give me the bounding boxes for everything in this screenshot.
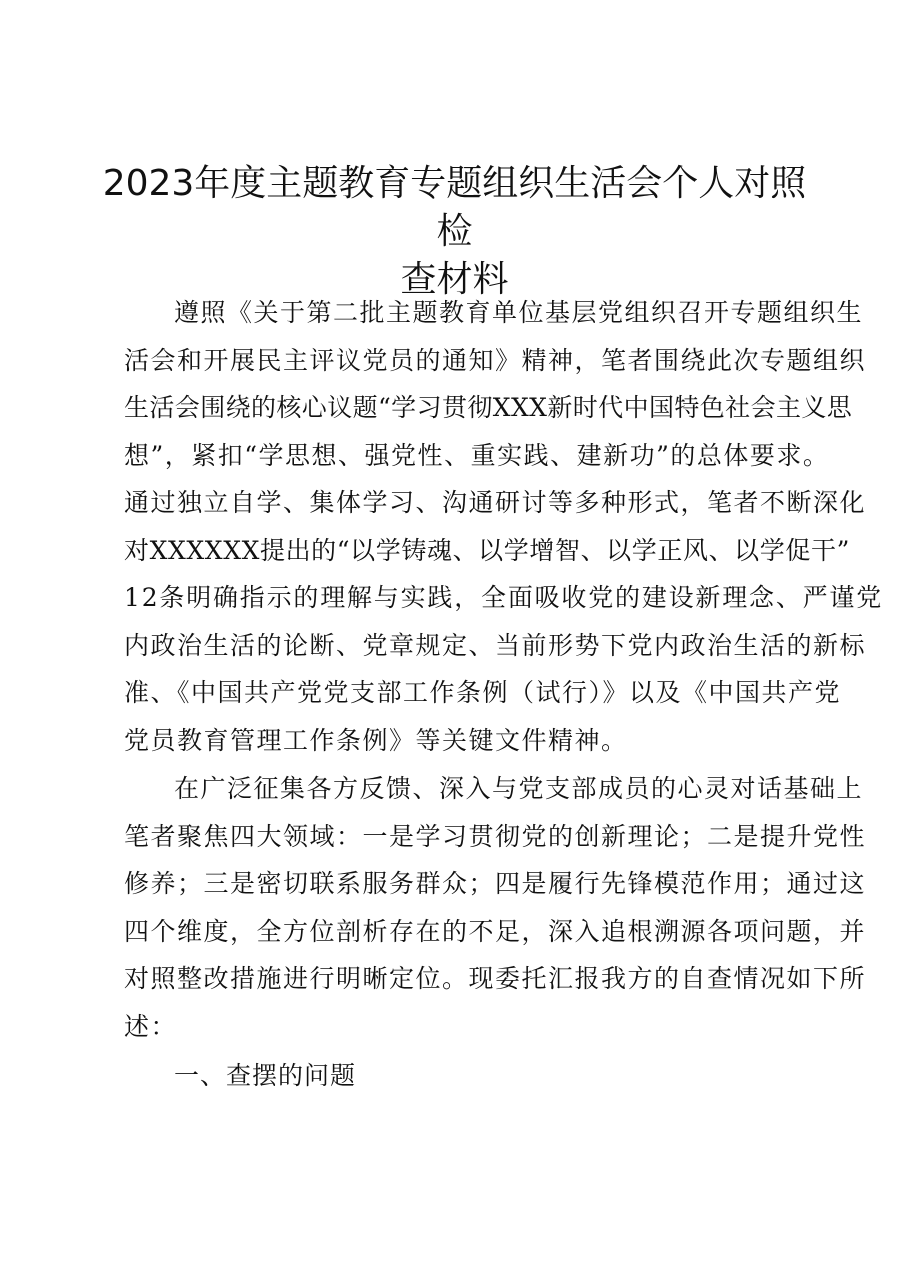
paragraph-line: 对XXXXXX提出的“以学铸魂、以学增智、以学正风、以学促干” [124,535,850,565]
paragraph-line: 内政治生活的论断、党章规定、当前形势下党内政治生活的新标 [124,630,867,660]
paragraph-line: 在广泛征集各方反馈、深入与党支部成员的心灵对话基础上 [174,774,864,803]
paragraph-line: 活会和开展民主评议党员的通知》精神，笔者围绕此次专题组织 [124,345,867,375]
paragraph-2 [124,765,867,1050]
paragraph-line: 生活会围绕的核心议题“学习贯彻XXX新时代中国特色社会主义思 [124,393,853,422]
paragraph-line: 遵照《关于第二批主题教育单位基层党组织召开专题组织生 [174,298,864,327]
paragraph-line: 党员教育管理工作条例》等关键文件精神。 [124,725,628,755]
paragraph-line: 述： [124,1011,178,1041]
paragraph-line: 对照整改措施进行明晰定位。现委托汇报我方的自查情况如下所 [124,964,867,993]
paragraph-line: 想”，紧扣“学思想、强党性、重实践、建新功”的总体要求。 [124,440,830,470]
document-title [100,160,809,304]
title-line-1: 2023年度主题教育专题组织生活会个人对照检 [102,163,807,252]
paragraph-line: 通过独立自学、集体学习、沟通研讨等多种形式，笔者不断深化 [124,488,867,517]
paragraph-line: 12条明确指示的理解与实践，全面吸收党的建设新理念、严谨党 [124,583,884,612]
paragraph-1 [124,289,884,764]
paragraph-line: 修养；三是密切联系服务群众；四是履行先锋模范作用；通过这 [124,869,867,898]
paragraph-line: 笔者聚焦四大领域：一是学习贯彻党的创新理论；二是提升党性 [124,821,867,851]
paragraph-line: 准、《中国共产党党支部工作条例（试行）》以及《中国共产党 [124,678,842,707]
paragraph-line: 四个维度，全方位剖析存在的不足，深入追根溯源各项问题，并 [124,916,867,946]
title-line-2: 查材料 [400,259,509,300]
section-heading: 一、查摆的问题 [174,1061,357,1090]
